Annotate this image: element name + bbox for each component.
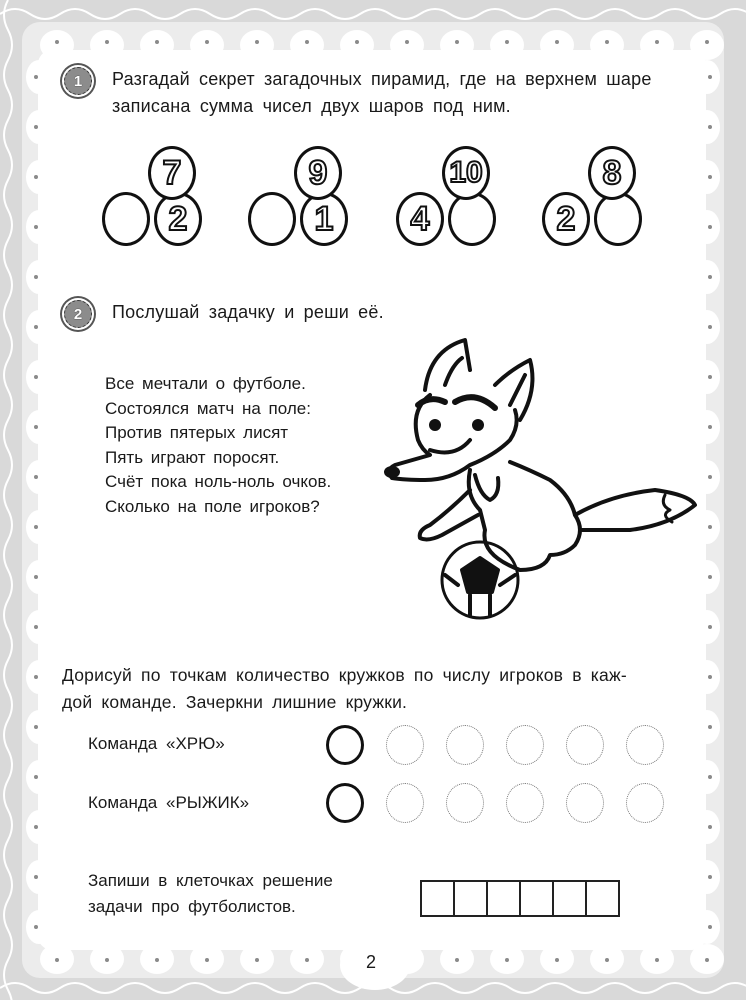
lace-scallop — [490, 30, 524, 60]
pyramid-left-ball[interactable] — [102, 192, 150, 246]
lace-scallop — [340, 30, 374, 60]
lace-dot — [55, 40, 59, 44]
answer-line1: Запиши в клеточках решение — [88, 871, 333, 890]
lace-scallop — [694, 860, 720, 894]
number-pyramid — [248, 146, 388, 256]
answer-cell[interactable] — [422, 882, 455, 915]
lace-scallop — [690, 30, 724, 60]
lace-dot — [34, 725, 38, 729]
instruction-line2: дой команде. Зачеркни лишние кружки. — [62, 692, 408, 712]
lace-dot — [708, 275, 712, 279]
lace-dot — [34, 125, 38, 129]
task2-title: Послушай задачку и реши её. — [112, 302, 384, 322]
poem — [105, 372, 331, 520]
task-number-badge-2: 2 — [64, 300, 92, 328]
lace-dot — [155, 958, 159, 962]
lace-dot — [34, 275, 38, 279]
lace-dot — [55, 958, 59, 962]
team-circles-khryu — [326, 725, 664, 765]
lace-dot — [34, 925, 38, 929]
lace-scallop — [390, 30, 424, 60]
lace-dot — [708, 625, 712, 629]
lace-dot — [708, 475, 712, 479]
task1-instruction — [112, 66, 702, 120]
lace-dot — [34, 675, 38, 679]
pyramid-right-ball: 1 — [300, 192, 348, 246]
lace-scallop — [40, 30, 74, 60]
lace-scallop — [190, 30, 224, 60]
pyramid-top-ball: 9 — [294, 146, 342, 200]
page-number: 2 — [366, 952, 377, 972]
lace-scallop — [26, 560, 52, 594]
team-label-ryzhik: Команда «РЫЖИК» — [88, 793, 250, 812]
lace-scallop — [26, 510, 52, 544]
answer-cell[interactable] — [488, 882, 521, 915]
lace-dot — [34, 175, 38, 179]
lace-dot — [705, 958, 709, 962]
fox-with-soccer-ball-illustration — [370, 330, 700, 620]
lace-dot — [708, 675, 712, 679]
lace-dot — [34, 225, 38, 229]
number-pyramid — [542, 146, 682, 256]
lace-scallop — [26, 210, 52, 244]
lace-scallop — [90, 30, 124, 60]
number-pyramid — [102, 146, 242, 256]
lace-dot — [605, 40, 609, 44]
pyramid-top-ball: 10 — [442, 146, 490, 200]
number-pyramid — [396, 146, 536, 256]
lace-dot — [708, 325, 712, 329]
lace-dot — [708, 925, 712, 929]
answer-line2: задачи про футболистов. — [88, 897, 296, 916]
lace-scallop — [440, 30, 474, 60]
lace-scallop — [26, 660, 52, 694]
lace-scallop — [26, 360, 52, 394]
pyramid-right-ball[interactable] — [594, 192, 642, 246]
lace-scallop — [26, 860, 52, 894]
poem-line: Состоялся матч на поле: — [105, 398, 311, 418]
dotted-circle[interactable] — [626, 725, 664, 765]
pyramid-top-ball: 8 — [588, 146, 636, 200]
lace-dot — [505, 40, 509, 44]
pyramid-left-ball: 4 — [396, 192, 444, 246]
lace-scallop — [26, 910, 52, 944]
lace-dot — [455, 958, 459, 962]
lace-dot — [705, 40, 709, 44]
player-circle — [326, 725, 364, 765]
poem-line: Против пятерых лисят — [105, 423, 289, 443]
poem-line: Пять играют поросят. — [105, 447, 280, 467]
lace-dot — [655, 40, 659, 44]
task-number-badge-1: 1 — [64, 67, 92, 95]
answer-cell[interactable] — [587, 882, 618, 915]
team-circles-ryzhik — [326, 783, 664, 823]
task2-instruction — [62, 662, 702, 716]
dotted-circle[interactable] — [506, 725, 544, 765]
instruction-line1: Дорисуй по точкам количество кружков по числу игроков в каж- — [62, 665, 627, 685]
lace-scallop — [26, 60, 52, 94]
lace-dot — [708, 725, 712, 729]
poem-line: Все мечтали о футболе. — [105, 374, 306, 393]
lace-dot — [205, 40, 209, 44]
lace-scallop — [26, 260, 52, 294]
lace-scallop — [290, 30, 324, 60]
lace-dot — [34, 575, 38, 579]
lace-dot — [505, 958, 509, 962]
answer-cell[interactable] — [455, 882, 488, 915]
player-circle — [326, 783, 364, 823]
lace-scallop — [694, 910, 720, 944]
lace-scallop — [540, 30, 574, 60]
lace-scallop — [140, 30, 174, 60]
lace-scallop — [590, 30, 624, 60]
dotted-circle[interactable] — [386, 725, 424, 765]
lace-scallop — [694, 260, 720, 294]
lace-dot — [105, 40, 109, 44]
lace-dot — [708, 175, 712, 179]
dotted-circle[interactable] — [566, 725, 604, 765]
dotted-circle[interactable] — [566, 783, 604, 823]
lace-scallop — [694, 760, 720, 794]
lace-dot — [708, 875, 712, 879]
lace-scallop — [26, 760, 52, 794]
answer-prompt — [88, 868, 333, 920]
lace-dot — [708, 225, 712, 229]
dotted-circle[interactable] — [386, 783, 424, 823]
pyramid-right-ball[interactable] — [448, 192, 496, 246]
lace-dot — [555, 958, 559, 962]
lace-dot — [455, 40, 459, 44]
lace-dot — [708, 575, 712, 579]
lace-dot — [155, 40, 159, 44]
lace-dot — [708, 125, 712, 129]
dotted-circle[interactable] — [446, 725, 484, 765]
lace-dot — [34, 825, 38, 829]
lace-dot — [34, 625, 38, 629]
poem-line: Счёт пока ноль-ноль очков. — [105, 472, 332, 492]
lace-scallop — [26, 160, 52, 194]
lace-dot — [405, 40, 409, 44]
task1-line2: записана сумма чисел двух шаров под ним. — [112, 96, 511, 116]
lace-scallop — [26, 460, 52, 494]
lace-dot — [708, 425, 712, 429]
lace-dot — [105, 958, 109, 962]
lace-dot — [708, 525, 712, 529]
lace-dot — [34, 425, 38, 429]
lace-dot — [34, 325, 38, 329]
lace-scallop — [26, 410, 52, 444]
pyramid-left-ball[interactable] — [248, 192, 296, 246]
lace-dot — [305, 40, 309, 44]
lace-scallop — [26, 110, 52, 144]
answer-cell[interactable] — [521, 882, 554, 915]
task1-line1: Разгадай секрет загадочных пирамид, где на верхнем шаре — [112, 69, 652, 89]
lace-scallop — [694, 210, 720, 244]
lace-scallop — [26, 810, 52, 844]
lace-dot — [255, 40, 259, 44]
lace-dot — [205, 958, 209, 962]
lace-scallop — [26, 610, 52, 644]
pyramid-top-ball: 7 — [148, 146, 196, 200]
lace-scallop — [26, 710, 52, 744]
pyramid-right-ball: 2 — [154, 192, 202, 246]
poem-line: Сколько на поле игроков? — [105, 496, 320, 516]
lace-scallop — [694, 160, 720, 194]
lace-dot — [34, 775, 38, 779]
lace-scallop — [26, 310, 52, 344]
lace-dot — [655, 958, 659, 962]
lace-scallop — [694, 810, 720, 844]
lace-dot — [605, 958, 609, 962]
lace-dot — [34, 875, 38, 879]
dotted-circle[interactable] — [506, 783, 544, 823]
lace-scallop — [640, 30, 674, 60]
answer-cells — [420, 880, 620, 917]
lace-dot — [708, 75, 712, 79]
dotted-circle[interactable] — [446, 783, 484, 823]
lace-dot — [305, 958, 309, 962]
lace-dot — [708, 375, 712, 379]
lace-dot — [34, 75, 38, 79]
lace-dot — [708, 775, 712, 779]
lace-dot — [255, 958, 259, 962]
lace-dot — [34, 475, 38, 479]
lace-dot — [355, 40, 359, 44]
lace-dot — [708, 825, 712, 829]
lace-dot — [34, 525, 38, 529]
lace-scallop — [240, 30, 274, 60]
team-label-khryu: Команда «ХРЮ» — [88, 734, 225, 753]
pyramid-left-ball: 2 — [542, 192, 590, 246]
lace-dot — [555, 40, 559, 44]
dotted-circle[interactable] — [626, 783, 664, 823]
lace-dot — [34, 375, 38, 379]
answer-cell[interactable] — [554, 882, 587, 915]
